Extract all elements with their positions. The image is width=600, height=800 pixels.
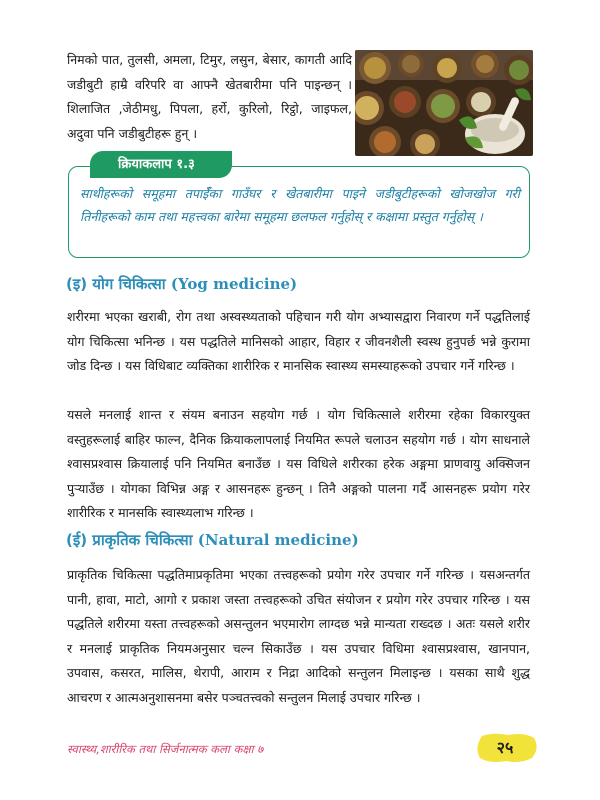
yog-paragraph-1: शरीरमा भएका खराबी, रोग तथा अस्वस्थ्यताको पहिचान गरी योग अभ्यासद्वारा निवारण गर्ने पद्धतिलाई योग चिकित्सा भनिन्छ । यस पद्धतिले मानिसको आहार, विहार र जीवनशैली स्वस्थ हुनुपर्छ भन्ने कुरामा जोड दिन्छ । यस विधिबाट व्यक्तिका शारीरिक र मानसिक स्वास्थ्य समस्याहरूको उपचार गर्ने गरिन्छ । bbox=[67, 309, 530, 374]
herbs-spices-photo bbox=[355, 50, 533, 156]
heading-natural-prefix: (ई) प्राकृतिक चिकित्सा bbox=[66, 531, 193, 549]
heading-yog-prefix: (इ) योग चिकित्सा bbox=[66, 275, 166, 293]
heading-yog-medicine bbox=[66, 274, 297, 294]
intro-paragraph: निमको पात, तुलसी, अमला, टिमुर, लसुन, बेसार, कागती आदि जडीबुटी हाम्रै वरिपरि वा आफ्नै खेतबारीमा पनि पाइन्छन् । शिलाजित ,जेठीमधु, पिपला, हर्रो, कुरिलो, रिट्ठो, जाइफल, अदुवा पनि जडीबुटीहरू हुन् । bbox=[67, 52, 352, 141]
activity-label: क्रियाकलाप १.३ bbox=[90, 151, 232, 178]
heading-yog-latin: (Yog medicine) bbox=[170, 275, 298, 293]
heading-natural-latin: (Natural medicine) bbox=[197, 531, 359, 549]
activity-text: साथीहरूको समूहमा तपाईँका गाउँघर र खेतबारीमा पाइने जडीबुटीहरूको खोजखोज गरी तिनीहरूको काम तथा महत्त्वका बारेमा समूहमा छलफल गर्नुहोस् र कक्षामा प्रस्तुत गर्नुहोस् । bbox=[80, 186, 520, 224]
page-number: २५ bbox=[496, 738, 514, 757]
yog-paragraph-2: यसले मनलाई शान्त र संयम बनाउन सहयोग गर्छ । योग चिकित्साले शरीरमा रहेका विकारयुक्त वस्तुहरूलाई बाहिर फाल्न, दैनिक क्रियाकलापलाई नियमित रूपले चलाउन सहयोग गर्छ । योग साधनाले श्वासप्रश्वास क्रियालाई पनि नियमित बनाउँछ । यस विधिले शरीरका हरेक अङ्गमा प्राणवायु अक्सिजन पुर्‍याउँछ । योगका विभिन्न अङ्ग र आसनहरू हुन्छन् । तिनै अङ्गको पालना गर्दै आसनहरू प्रयोग गरेर शारीरिक र मानसकि स्वास्थ्यलाभ गरिन्छ । bbox=[67, 407, 530, 521]
footer-book-title: स्वास्थ्य,शारीरिक तथा सिर्जनात्मक कला कक्षा ७ bbox=[67, 742, 264, 756]
heading-natural-medicine bbox=[66, 530, 359, 550]
natural-paragraph: प्राकृतिक चिकित्सा पद्धतिमाप्रकृतिमा भएका तत्त्वहरूको प्रयोग गरेर उपचार गर्ने गरिन्छ । यसअन्तर्गत पानी, हावा, माटो, आगो र प्रकाश जस्ता तत्त्वहरूको उचित संयोजन र प्रयोग गरेर उपचार गरिन्छ । यस पद्धतिले शरीरमा यस्ता तत्त्वहरूको असन्तुलन भएमारोग लाग्दछ भन्ने मान्यता राख्दछ । अतः यसले शरीर र मनलाई प्राकृतिक नियमअनुसार चल्न सिकाउँछ । यस उपचार विधिमा श्वासप्रश्वास, खानपान, उपवास, कसरत, मालिस, थेरापी, आराम र निद्रा आदिको सन्तुलन मिलाइन्छ । यसका साथै शुद्ध आचरण र आत्मअनुशासनमा बसेर पञ्चतत्त्वको सन्तुलन मिलाई उपचार गरिन्छ । bbox=[67, 567, 530, 705]
